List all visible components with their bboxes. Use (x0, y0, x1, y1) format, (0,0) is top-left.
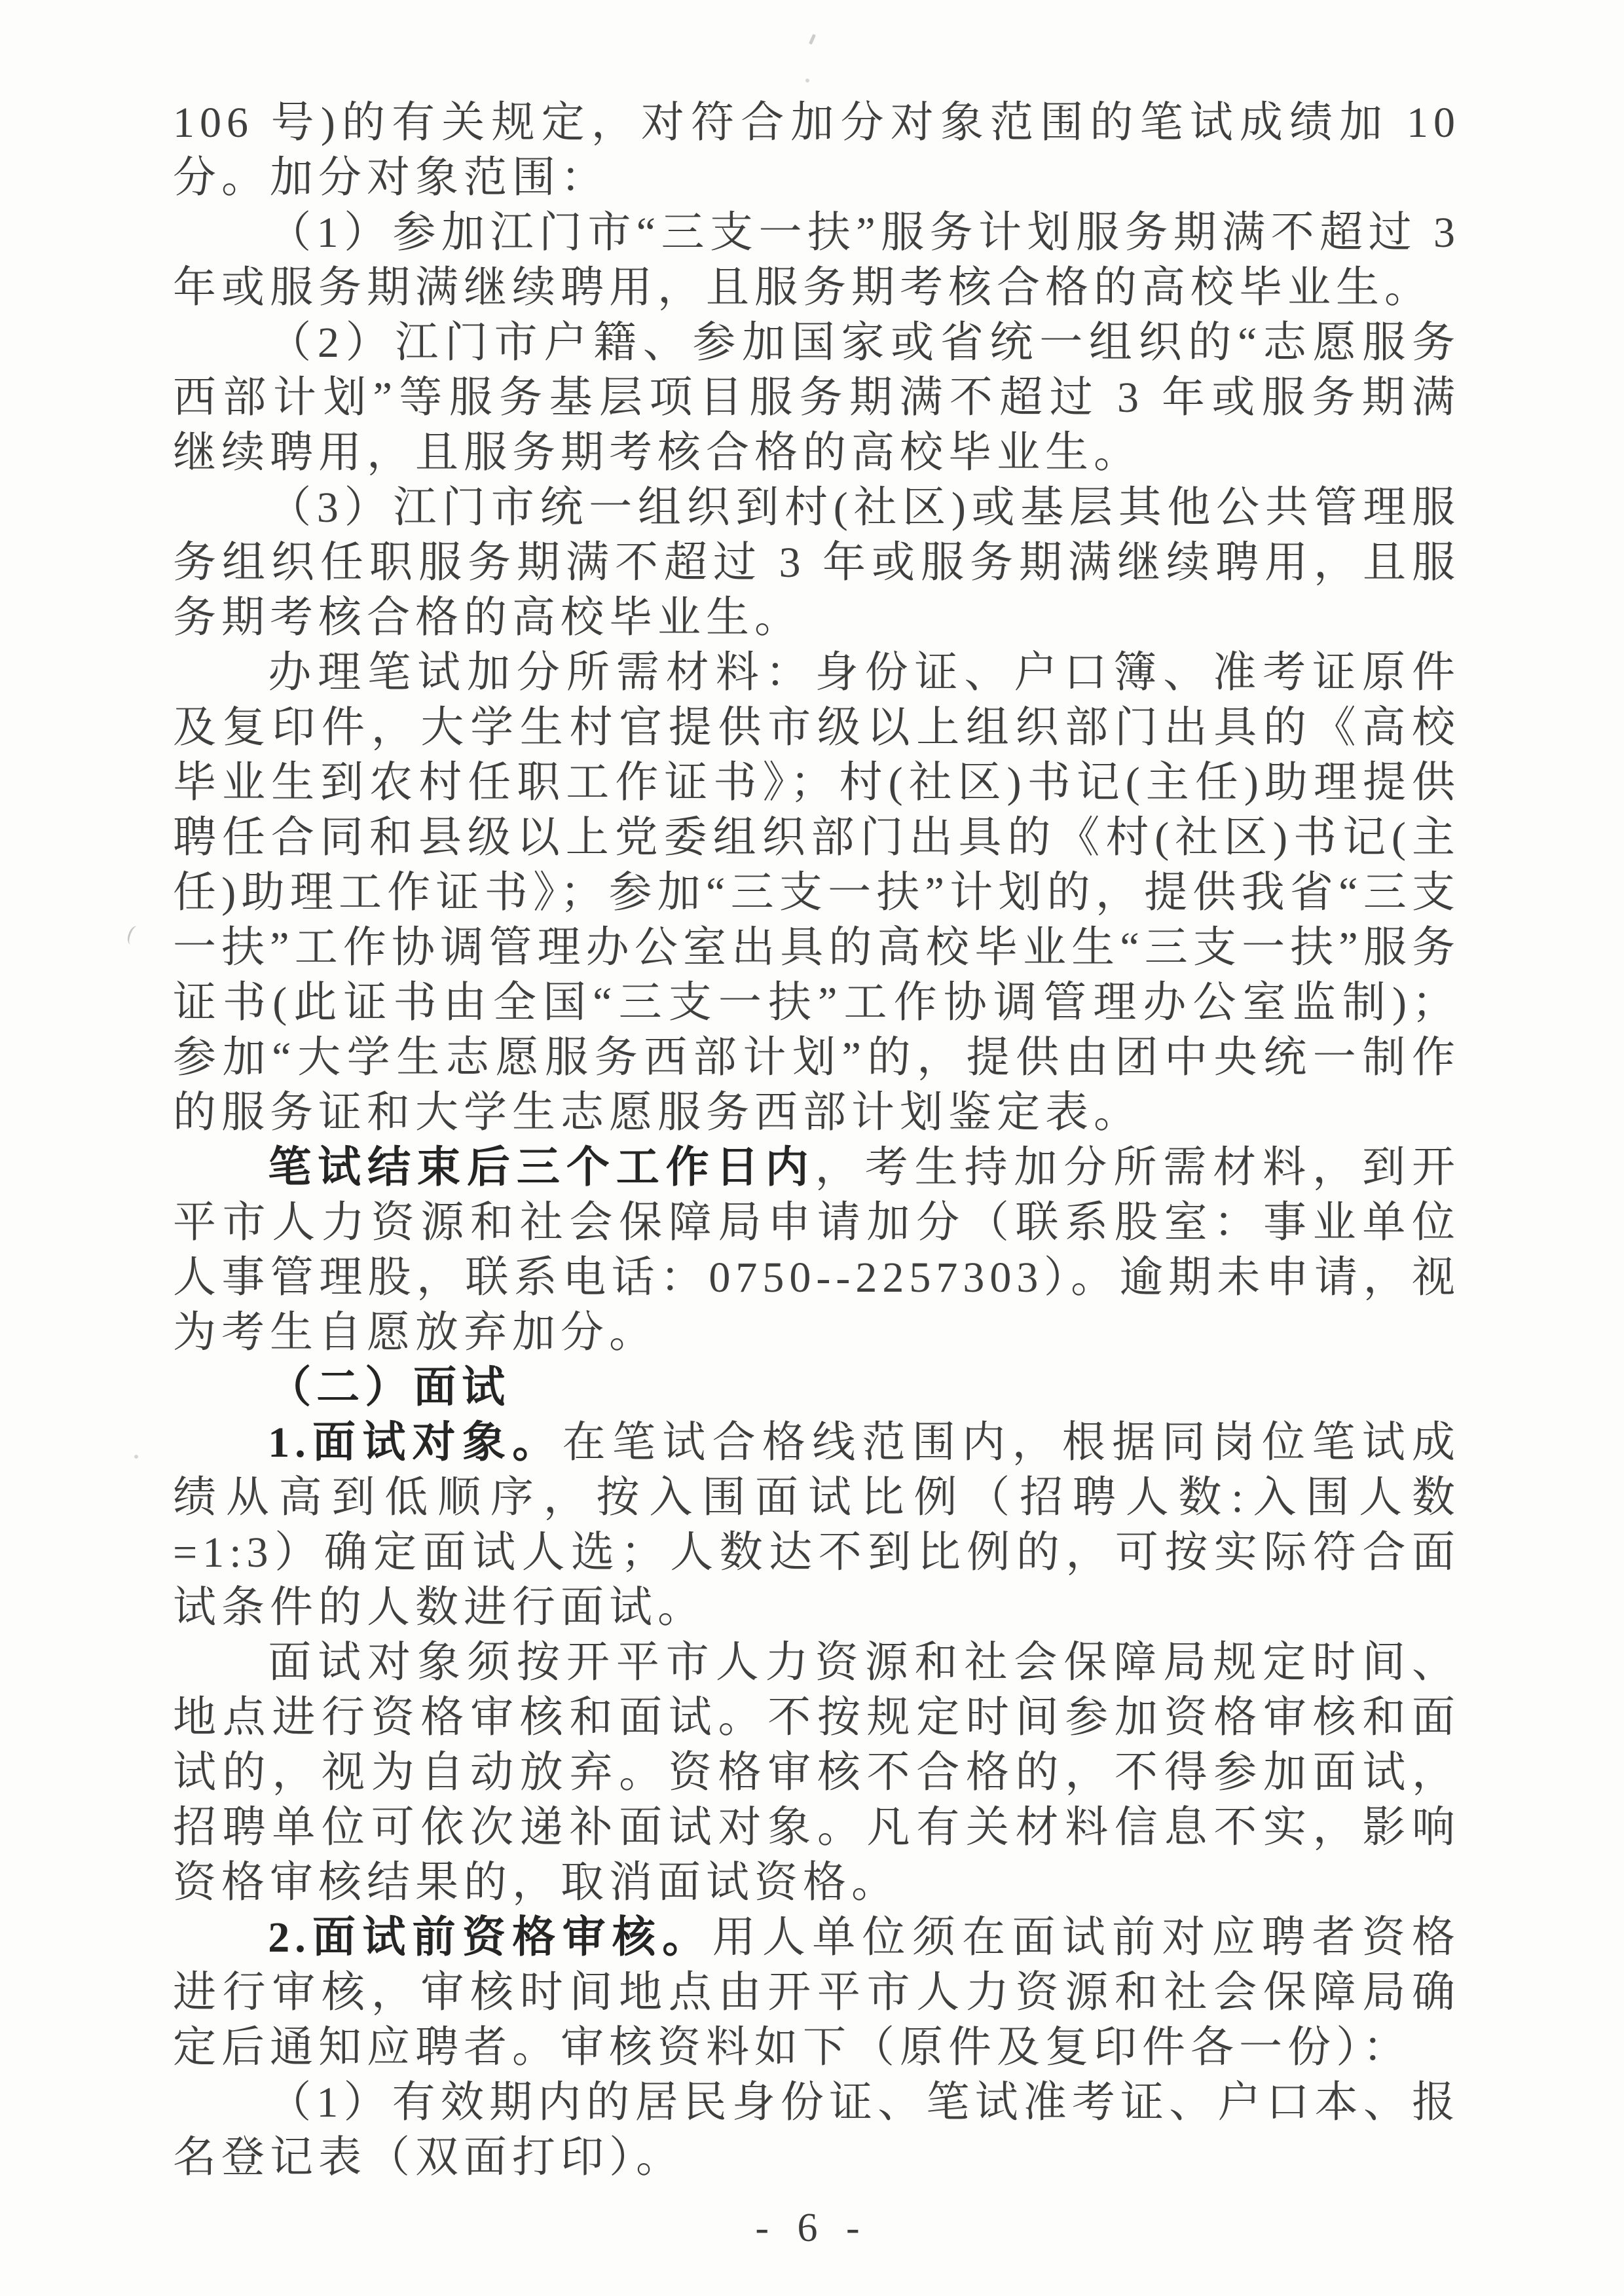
paragraph-text: （1）参加江门市“三支一扶”服务计划服务期满不超过 3 年或服务期满继续聘用，且服务期考核合格的高校毕业生。 (173, 209, 1460, 312)
paragraph-bonus-materials (173, 646, 1460, 1140)
paragraph-text: ，考生持加分所需材料，到开平市人力资源和社会保障局申请加分（联系股室：事业单位人事管理股，联系电话：0750--2257303）。逾期未申请，视为考生自愿放弃加分。 (173, 1144, 1461, 1357)
paragraph-text: 用人单位须在面试前对应聘者资格进行审核，审核时间地点由开平市人力资源和社会保障局确定后通知应聘者。审核资料如下（原件及复印件各一份）： (173, 1914, 1461, 2071)
page-number: - 6 - (755, 2206, 869, 2250)
bold-lead-deadline: 笔试结束后三个工作日内 (268, 1144, 815, 1192)
paragraph-interview-candidates (173, 1415, 1460, 1635)
list-item-3-village-community-service (173, 481, 1460, 646)
scan-speckle (809, 34, 816, 45)
paragraph-pre-interview-qualification-review (173, 1910, 1460, 2075)
paragraph-bonus-application-deadline (173, 1140, 1460, 1360)
list-item-1-required-documents (173, 2075, 1460, 2185)
scan-speckle (125, 924, 142, 947)
list-item-2-western-volunteer-service (173, 316, 1460, 481)
document-body (173, 96, 1460, 2185)
scan-speckle (805, 79, 809, 82)
list-item-1-sanzhiyifu (173, 206, 1460, 316)
paragraph-text: （2）江门市户籍、参加国家或省统一组织的“志愿服务西部计划”等服务基层项目服务期满不超过 3 年或服务期满继续聘用，且服务期考核合格的高校毕业生。 (173, 319, 1460, 477)
bold-lead-pre-interview-review: 2.面试前资格审核。 (268, 1914, 712, 1961)
paragraph-text: 面试对象须按开平市人力资源和社会保障局规定时间、地点进行资格审核和面试。不按规定时间参加资格审核和面试的，视为自动放弃。资格审核不合格的，不得参加面试，招聘单位可依次递补面试对象。凡有关材料信息不实，影响资格审核结果的，取消面试资格。 (173, 1639, 1460, 1906)
heading-interview-section (173, 1360, 1460, 1415)
scan-speckle (134, 1455, 138, 1459)
paragraph-text: 办理笔试加分所需材料：身份证、户口簿、准考证原件及复印件，大学生村官提供市级以上组织部门出具的《高校毕业生到农村任职工作证书》；村(社区)书记(主任)助理提供聘任合同和县级以上党委组织部门出具的《村(社区)书记(主任)助理工作证书》；参加“三支一扶”计划的，提供我省“三支一扶”工作协调管理办公室出具的高校毕业生“三支一扶”服务证书(此证书由全国“三支一扶”工作协调管理办公室监制)；参加“大学生志愿服务西部计划”的，提供由团中央统一制作的服务证和大学生志愿服务西部计划鉴定表。 (173, 649, 1460, 1137)
bold-lead-interview-candidates: 1.面试对象。 (268, 1419, 563, 1467)
section-heading-text: （二）面试 (268, 1364, 511, 1412)
paragraph-text: （1）有效期内的居民身份证、笔试准考证、户口本、报名登记表（双面打印）。 (173, 2079, 1460, 2181)
paragraph-text: （3）江门市统一组织到村(社区)或基层其他公共管理服务组织任职服务期满不超过 3 年或服务期满继续聘用，且服务期考核合格的高校毕业生。 (173, 484, 1460, 642)
paragraph-text: 106 号)的有关规定，对符合加分对象范围的笔试成绩加 10 分。加分对象范围： (173, 99, 1460, 202)
paragraph-text: 在笔试合格线范围内，根据同岗位笔试成绩从高到低顺序，按入围面试比例（招聘人数:入围人数=1:3）确定面试人选；人数达不到比例的，可按实际符合面试条件的人数进行面试。 (173, 1419, 1461, 1631)
paragraph-interview-review-process (173, 1635, 1460, 1910)
paragraph-bonus-policy-continuation (173, 96, 1460, 206)
